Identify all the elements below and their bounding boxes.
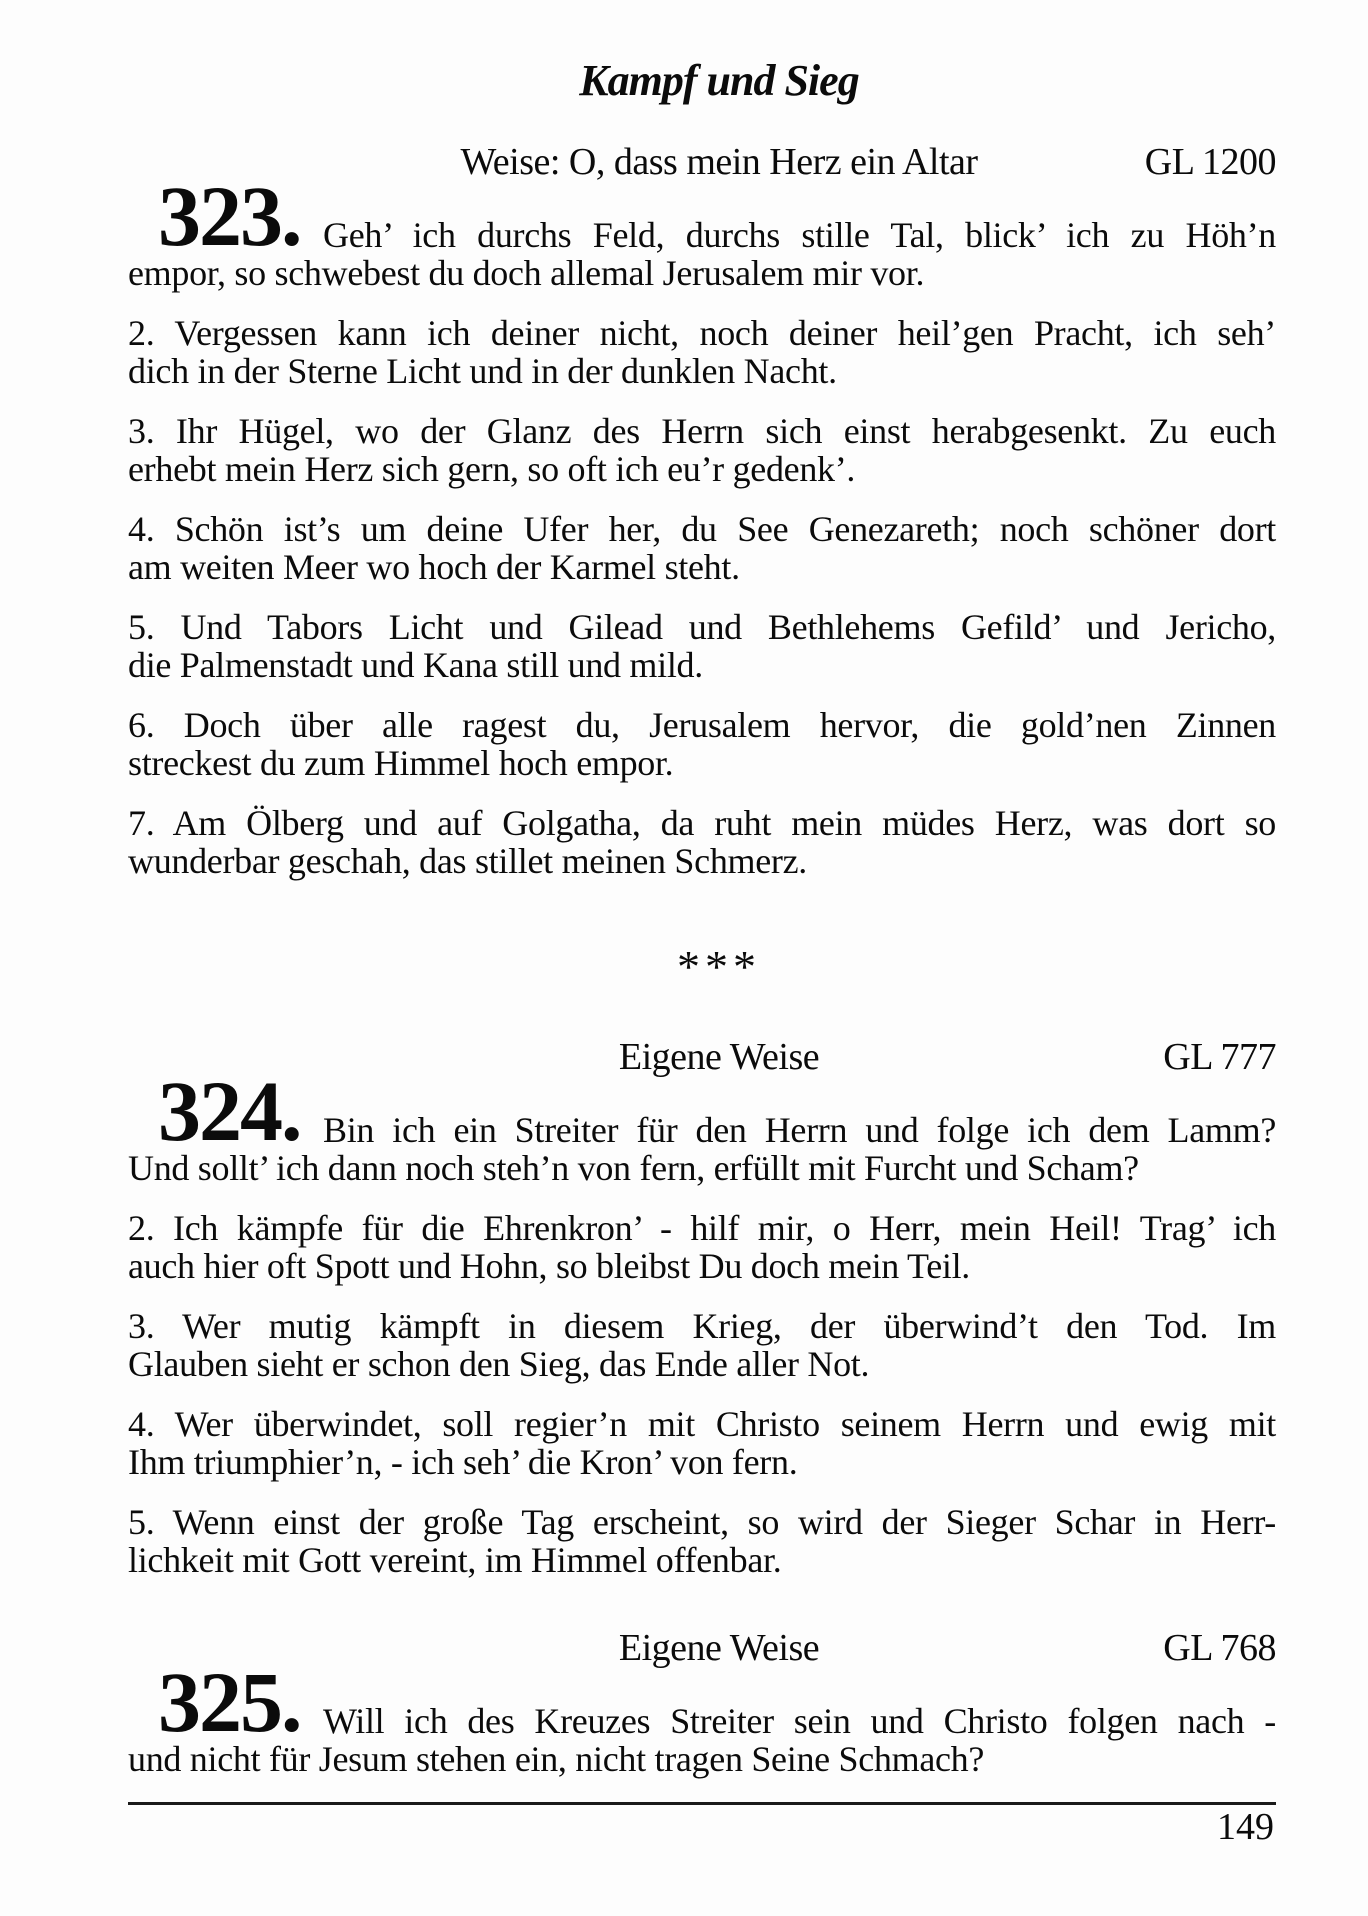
verse-line: Bin ich ein Streiter für den Herrn und folge ich dem Lamm?	[323, 1110, 1276, 1150]
verse-line: wunderbar geschah, das stillet meinen Schmerz.	[128, 841, 807, 881]
tune-label: Weise: O, dass mein Herz ein Altar	[460, 141, 978, 183]
verse-line: Geh’ ich durchs Feld, durchs stille Tal, blick’ ich zu Höh’n	[323, 215, 1276, 255]
verse-line: erhebt mein Herz sich gern, so oft ich eu’r gedenk’.	[128, 449, 856, 489]
verse-line: 7. Am Ölberg und auf Golgatha, da ruht mein müdes Herz, was dort so	[128, 803, 1276, 843]
song-separator: ***	[677, 941, 761, 992]
section-heading: Kampf und Sieg	[579, 56, 859, 105]
verse-line: 2. Vergessen kann ich deiner nicht, noch deiner heil’gen Pracht, ich seh’	[128, 313, 1276, 353]
gl-reference: GL 768	[1163, 1627, 1276, 1669]
song-325-verse-1	[128, 1654, 1276, 1779]
song-number-324: 324.	[158, 1063, 301, 1159]
verse-line: Glauben sieht er schon den Sieg, das Ende aller Not.	[128, 1344, 870, 1384]
tune-label: Eigene Weise	[618, 1627, 820, 1669]
song-323-verse-1	[128, 168, 1276, 293]
song-number-323: 323.	[158, 168, 301, 264]
verse-line: empor, so schwebest du doch allemal Jerusalem mir vor.	[128, 253, 925, 293]
song-324-verse-4	[128, 1405, 1276, 1481]
song-324-verse-3	[128, 1307, 1276, 1383]
song-324-verse-5	[128, 1503, 1276, 1579]
verse-line: 2. Ich kämpfe für die Ehrenkron’ - hilf mir, o Herr, mein Heil! Trag’ ich	[128, 1208, 1276, 1248]
verse-line: 5. Und Tabors Licht und Gilead und Bethlehems Gefild’ und Jericho,	[128, 607, 1276, 647]
verse-line: und nicht für Jesum stehen ein, nicht tragen Seine Schmach?	[128, 1739, 985, 1779]
verse-line: Will ich des Kreuzes Streiter sein und Christo folgen nach -	[323, 1701, 1276, 1741]
page-content	[128, 0, 1276, 1916]
song-323-verse-5	[128, 608, 1276, 684]
footer-rule	[128, 1802, 1276, 1805]
verse-line: streckest du zum Himmel hoch empor.	[128, 743, 674, 783]
verse-line: dich in der Sterne Licht und in der dunklen Nacht.	[128, 351, 837, 391]
song-324-verse-1	[128, 1063, 1276, 1188]
verse-line: auch hier oft Spott und Hohn, so bleibst Du doch mein Teil.	[128, 1246, 971, 1286]
verse-line: 3. Ihr Hügel, wo der Glanz des Herrn sich einst herabgesenkt. Zu euch	[128, 411, 1276, 451]
song-323-verse-6	[128, 706, 1276, 782]
page-number: 149	[1217, 1806, 1274, 1848]
verse-line: 4. Schön ist’s um deine Ufer her, du See Genezareth; noch schöner dort	[128, 509, 1276, 549]
song-323-verse-2	[128, 314, 1276, 390]
song-324-verse-2	[128, 1209, 1276, 1285]
verse-line: am weiten Meer wo hoch der Karmel steht.	[128, 547, 740, 587]
verse-line: lichkeit mit Gott vereint, im Himmel offenbar.	[128, 1540, 782, 1580]
song-323-verse-3	[128, 412, 1276, 488]
song-323-verse-7	[128, 804, 1276, 880]
verse-line: 6. Doch über alle ragest du, Jerusalem hervor, die gold’nen Zinnen	[128, 705, 1276, 745]
song-number-325: 325.	[158, 1654, 301, 1750]
verse-line: 5. Wenn einst der große Tag erscheint, so wird der Sieger Schar in Herr-	[128, 1502, 1276, 1542]
song-323-verse-4	[128, 510, 1276, 586]
verse-line: Und sollt’ ich dann noch steh’n von fern, erfüllt mit Furcht und Scham?	[128, 1148, 1139, 1188]
verse-line: 3. Wer mutig kämpft in diesem Krieg, der überwind’t den Tod. Im	[128, 1306, 1276, 1346]
tune-label: Eigene Weise	[618, 1036, 820, 1078]
verse-line: Ihm triumphier’n, - ich seh’ die Kron’ von fern.	[128, 1442, 798, 1482]
gl-reference: GL 777	[1163, 1036, 1276, 1078]
gl-reference: GL 1200	[1144, 141, 1276, 183]
verse-line: die Palmenstadt und Kana still und mild.	[128, 645, 703, 685]
verse-line: 4. Wer überwindet, soll regier’n mit Christo seinem Herrn und ewig mit	[128, 1404, 1276, 1444]
